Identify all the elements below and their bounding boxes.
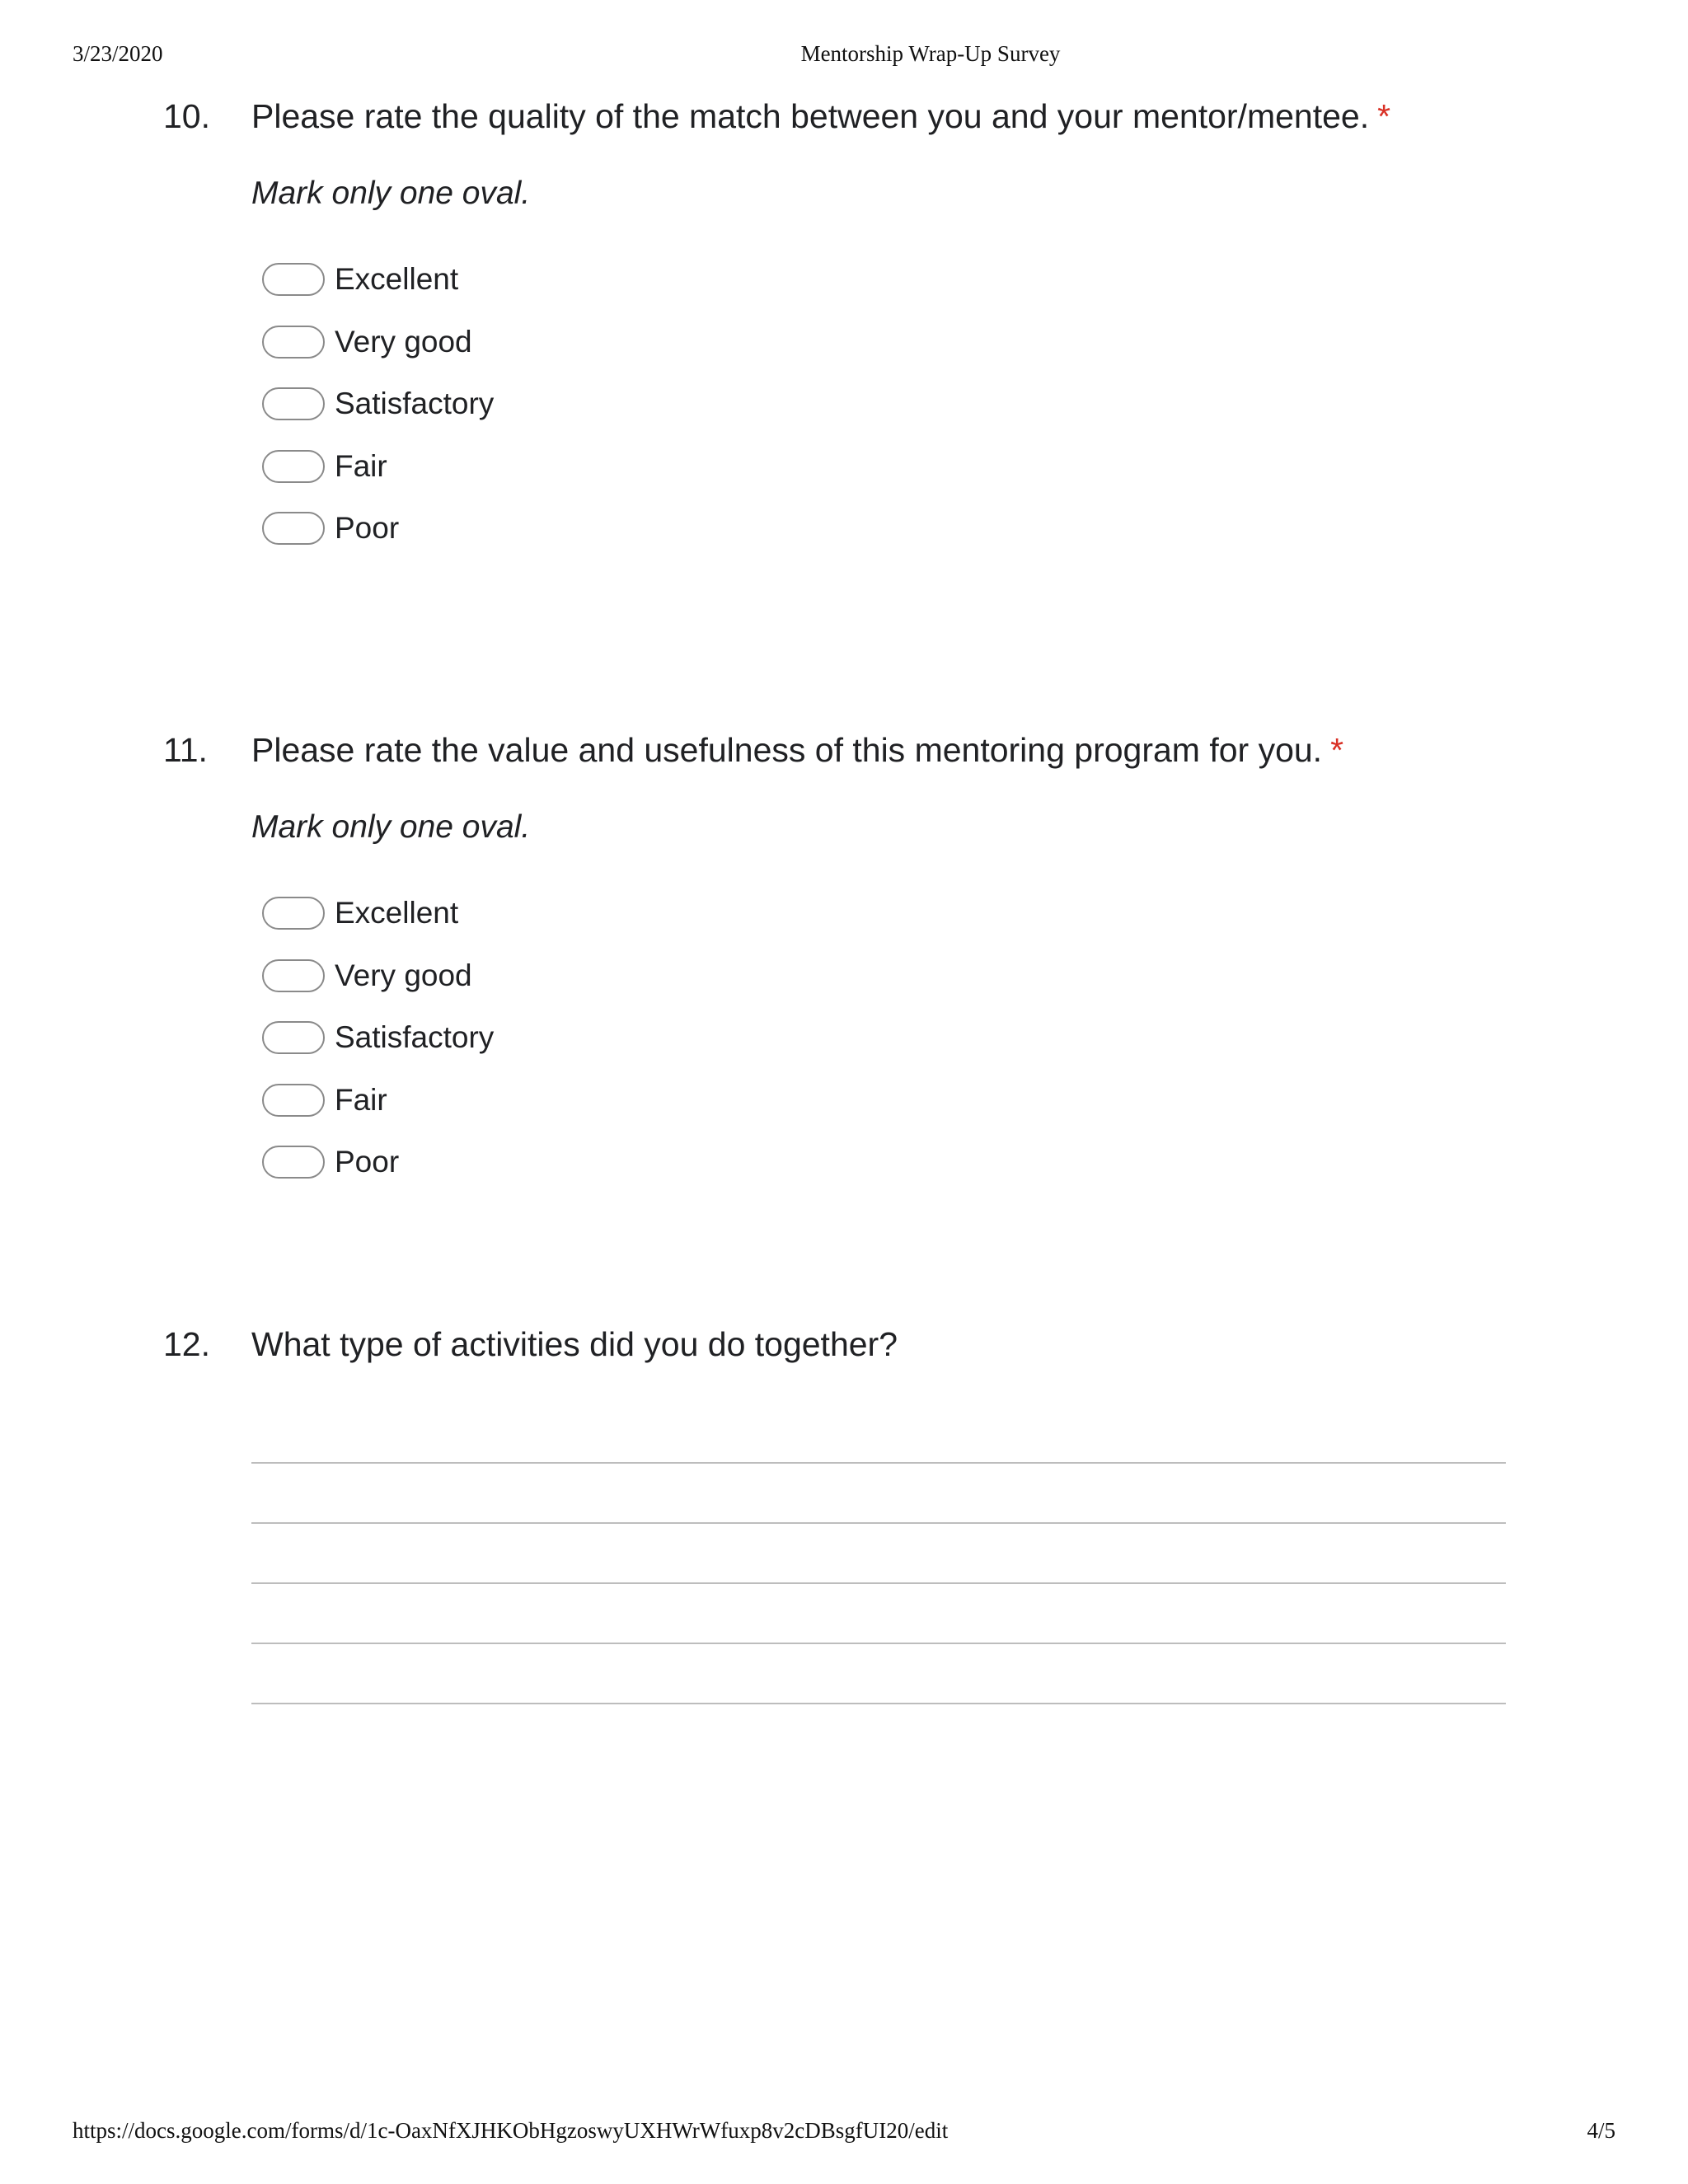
radio-option[interactable] — [262, 261, 458, 298]
answer-line[interactable] — [251, 1522, 1506, 1524]
radio-oval[interactable] — [262, 1084, 325, 1117]
radio-oval[interactable] — [262, 450, 325, 483]
radio-option-label: Poor — [335, 1145, 400, 1179]
required-asterisk: * — [1330, 731, 1344, 769]
question-number: 12. — [163, 1325, 210, 1363]
radio-oval[interactable] — [262, 897, 325, 930]
question-title — [251, 1325, 898, 1364]
radio-option-label: Satisfactory — [335, 387, 495, 420]
question-number: 10. — [163, 97, 210, 135]
radio-oval[interactable] — [262, 1021, 325, 1054]
radio-oval[interactable] — [262, 326, 325, 359]
question-instruction: Mark only one oval. — [251, 809, 531, 845]
radio-option-label: Excellent — [335, 262, 459, 296]
radio-option-label: Very good — [335, 325, 472, 359]
radio-oval[interactable] — [262, 387, 325, 420]
print-title: Mentorship Wrap-Up Survey — [800, 41, 1061, 66]
radio-option-label: Fair — [335, 449, 387, 483]
print-date: 3/23/2020 — [73, 41, 163, 66]
question-title — [251, 731, 1343, 770]
question-title-text: Please rate the quality of the match between you and your mentor/mentee. — [251, 97, 1370, 135]
radio-option[interactable] — [262, 895, 458, 931]
radio-oval[interactable] — [262, 959, 325, 992]
question-title — [251, 97, 1390, 136]
question-instruction: Mark only one oval. — [251, 176, 531, 211]
radio-option[interactable] — [262, 510, 399, 546]
answer-line[interactable] — [251, 1582, 1506, 1584]
question-number: 11. — [163, 731, 208, 769]
radio-option-label: Fair — [335, 1083, 387, 1117]
page-number: 4/5 — [1587, 2118, 1615, 2143]
radio-oval[interactable] — [262, 1146, 325, 1179]
radio-option[interactable] — [262, 1082, 387, 1118]
radio-option[interactable] — [262, 324, 472, 360]
radio-option-label: Satisfactory — [335, 1020, 495, 1054]
answer-line[interactable] — [251, 1462, 1506, 1464]
required-asterisk: * — [1377, 97, 1391, 135]
radio-option-label: Excellent — [335, 896, 459, 930]
radio-option[interactable] — [262, 958, 472, 994]
radio-option-label: Poor — [335, 511, 400, 545]
radio-oval[interactable] — [262, 512, 325, 545]
radio-option-label: Very good — [335, 958, 472, 992]
answer-line[interactable] — [251, 1703, 1506, 1704]
radio-option[interactable] — [262, 1144, 399, 1180]
question-title-text: Please rate the value and usefulness of this mentoring program for you. — [251, 731, 1323, 769]
radio-oval[interactable] — [262, 263, 325, 296]
radio-option[interactable] — [262, 448, 387, 485]
radio-option[interactable] — [262, 386, 494, 422]
radio-option[interactable] — [262, 1019, 494, 1056]
question-title-text: What type of activities did you do together? — [251, 1325, 898, 1363]
answer-line[interactable] — [251, 1643, 1506, 1644]
print-url: https://docs.google.com/forms/d/1c-OaxNfXJHKObHgzoswyUXHWrWfuxp8v2cDBsgfUI20/edit — [73, 2118, 949, 2143]
